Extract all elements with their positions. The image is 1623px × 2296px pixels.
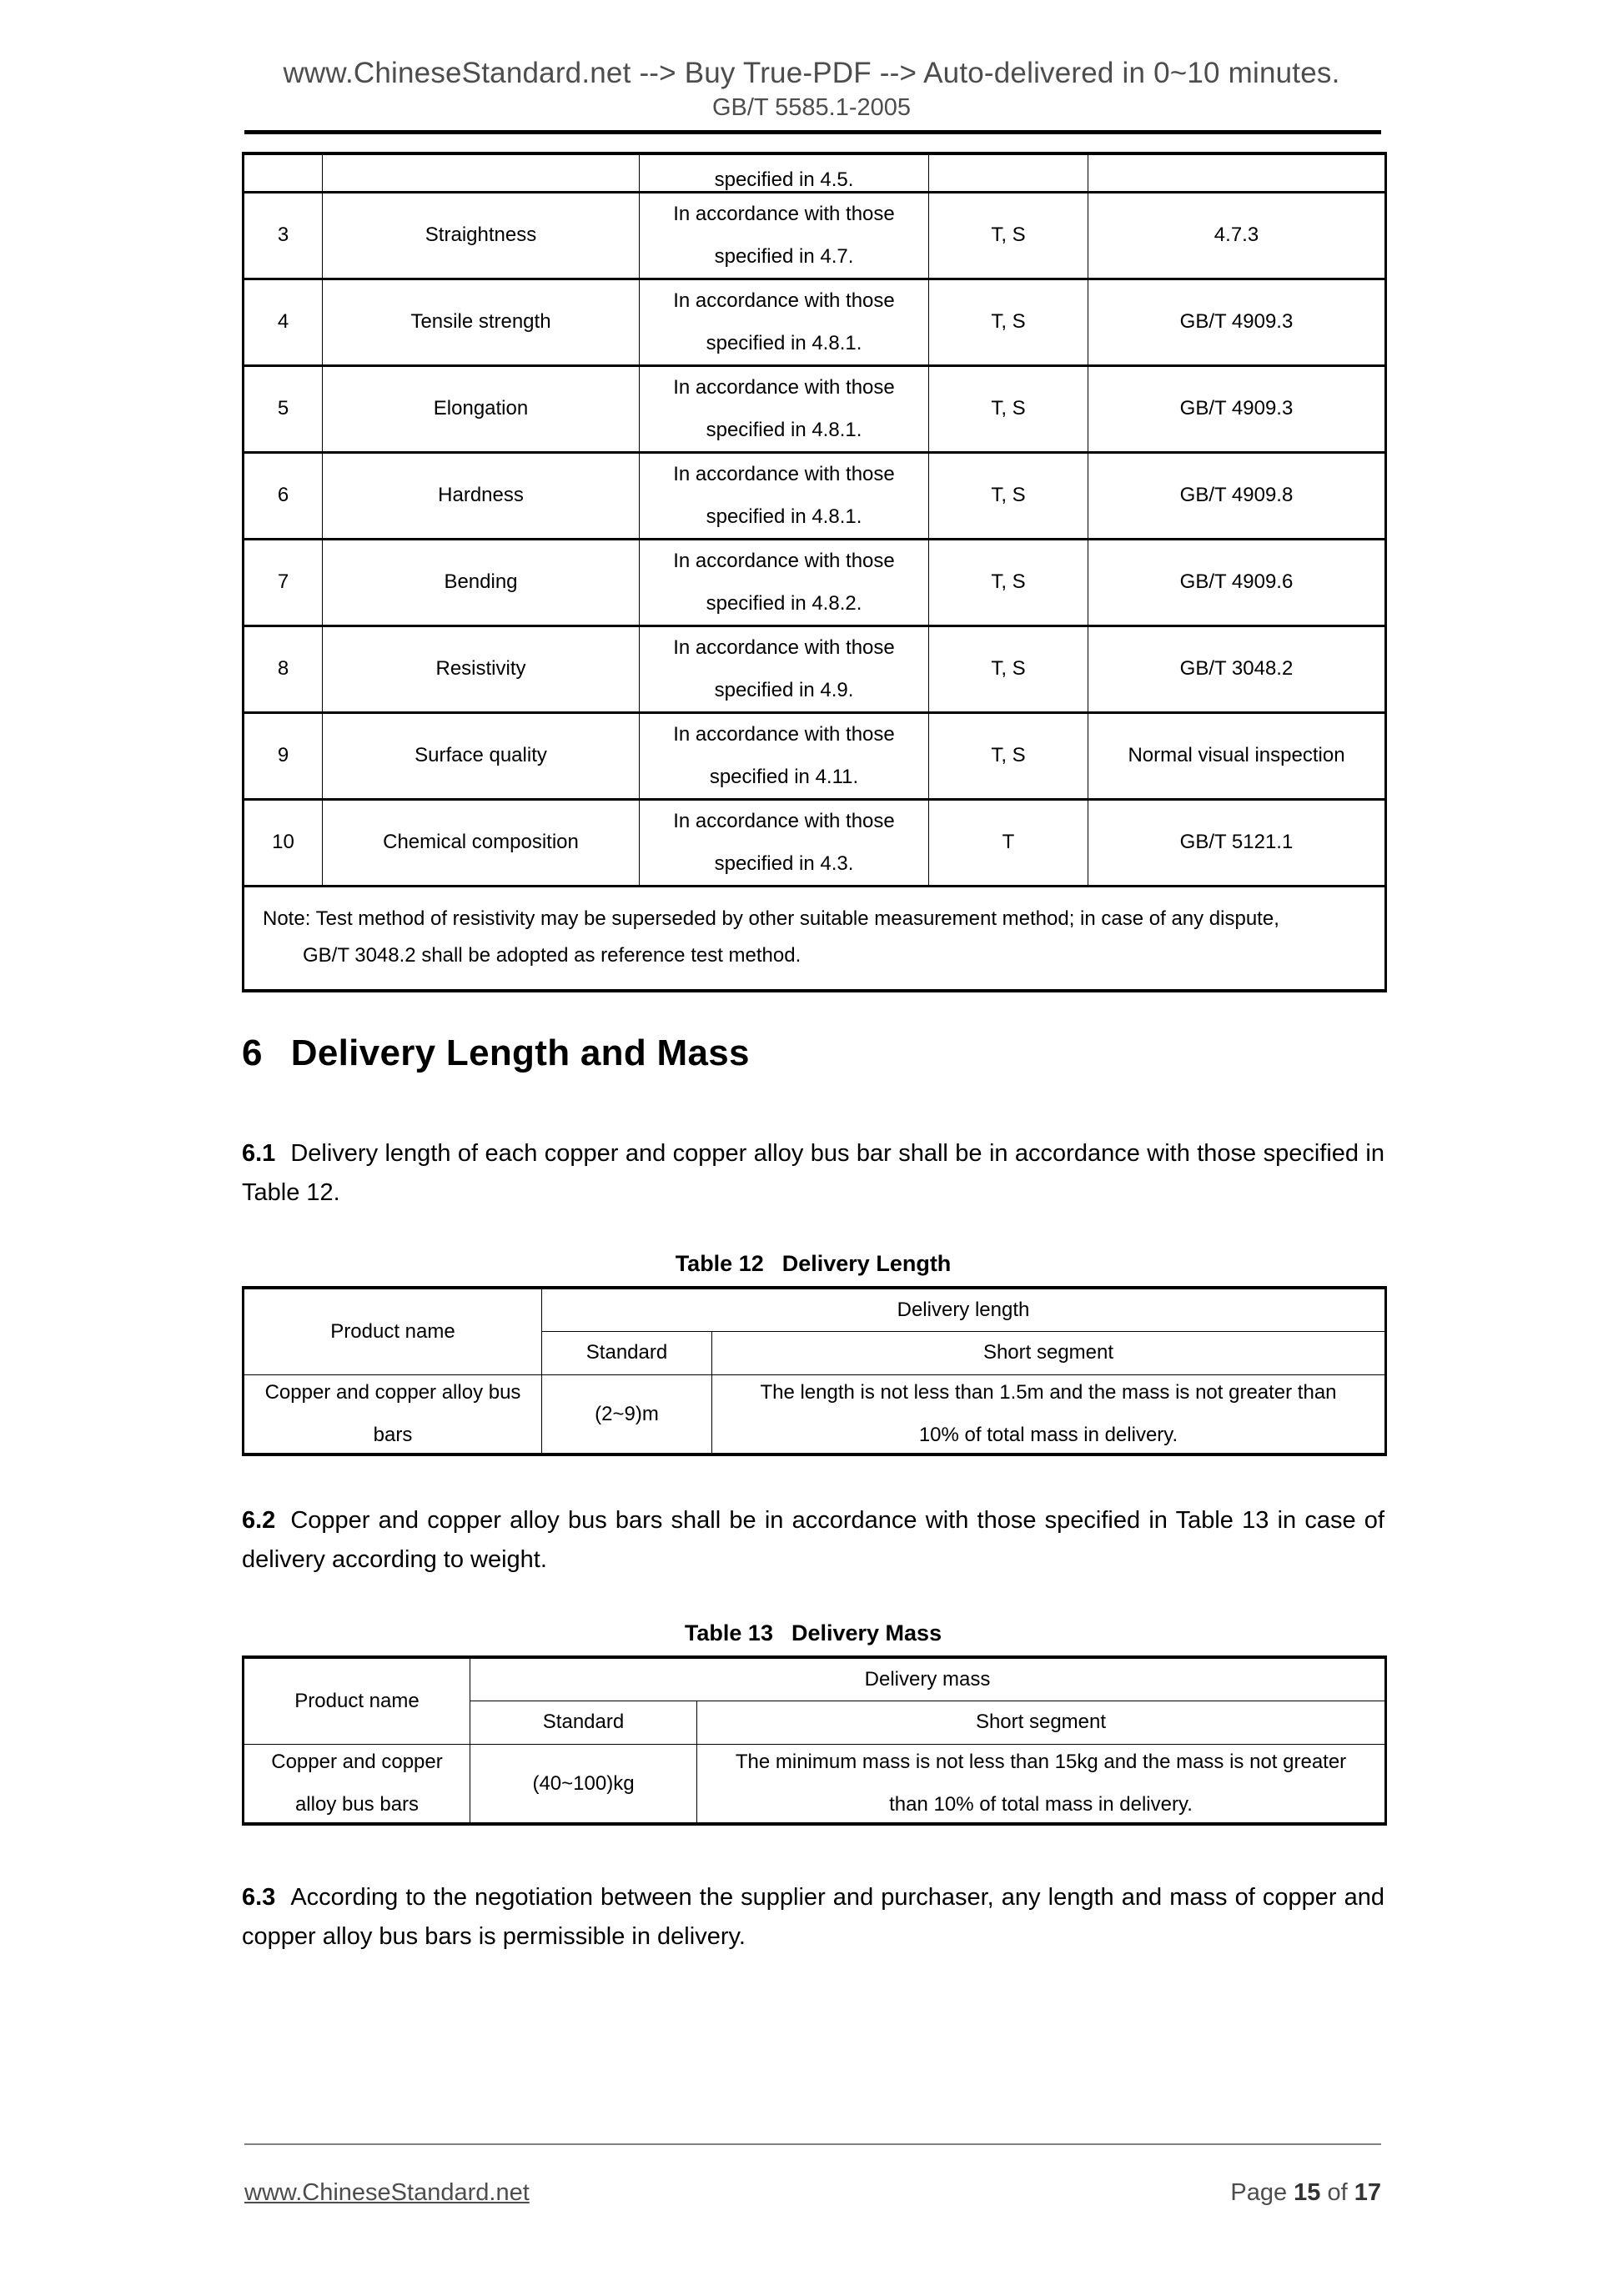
short-segment-line-2: 10% of total mass in delivery. — [918, 1424, 1178, 1447]
requirement-line-1: In accordance with those — [673, 289, 895, 312]
requirement-line-2: specified in 4.11. — [709, 766, 859, 788]
short-segment-line-1: The length is not less than 1.5m and the mass is not greater than — [760, 1381, 1337, 1404]
cell-requirement — [640, 625, 929, 712]
watermark-promo-text: www.ChineseStandard.net --> Buy True-PDF --> Auto-delivered in 0~10 minutes. — [283, 57, 1340, 89]
cell-product-name — [244, 1744, 470, 1824]
cell-no: 3 — [244, 192, 323, 279]
requirement-line-2: specified in 4.3. — [714, 852, 854, 875]
table-row — [244, 539, 1386, 625]
cell-test-method: GB/T 3048.2 — [1088, 625, 1386, 712]
cell-no: 9 — [244, 712, 323, 799]
section-heading — [242, 1032, 750, 1074]
clause-6-3 — [242, 1878, 1384, 1957]
table-12-caption — [242, 1251, 1384, 1277]
clause-text: According to the negotiation between the supplier and purchaser, any length and mass of copper and copper alloy bus bars is permissible in delivery. — [242, 1884, 1384, 1950]
cell-no: 5 — [244, 365, 323, 452]
clause-text: Copper and copper alloy bus bars shall be in accordance with those specified in Table 13 in case of delivery according to weight. — [242, 1507, 1384, 1573]
short-segment-line-2: than 10% of total mass in delivery. — [889, 1793, 1193, 1816]
cell-short-segment — [697, 1744, 1386, 1824]
cell-test-method: GB/T 4909.8 — [1088, 452, 1386, 539]
header-product-name: Product name — [244, 1288, 542, 1374]
table-header-row — [244, 1288, 1386, 1331]
cell-requirement — [640, 192, 929, 279]
cell-type: T, S — [929, 365, 1088, 452]
cell-item: Chemical composition — [323, 799, 640, 886]
page-prefix: Page — [1230, 2179, 1288, 2206]
cell-test-method: GB/T 4909.3 — [1088, 279, 1386, 365]
requirement-line-2: specified in 4.9. — [714, 679, 854, 701]
table-row — [244, 1374, 1386, 1454]
cell-requirement — [640, 365, 929, 452]
table-row — [244, 365, 1386, 452]
header-short-segment: Short segment — [697, 1701, 1386, 1744]
cell-type: T, S — [929, 712, 1088, 799]
header-product-name: Product name — [244, 1657, 470, 1744]
cell-item: Elongation — [323, 365, 640, 452]
cell-no: 8 — [244, 625, 323, 712]
cell-requirement: specified in 4.5. — [640, 153, 929, 192]
cell-item: Straightness — [323, 192, 640, 279]
table-row — [244, 192, 1386, 279]
requirement-line-1: In accordance with those — [673, 375, 895, 399]
cell-test-method: 4.7.3 — [1088, 192, 1386, 279]
product-name-line-1: Copper and copper — [271, 1751, 443, 1774]
cell-test-method: Normal visual inspection — [1088, 712, 1386, 799]
cell-type: T, S — [929, 539, 1088, 625]
standard-code-header: GB/T 5585.1-2005 — [711, 94, 912, 121]
header-short-segment: Short segment — [712, 1331, 1386, 1374]
cell-type: T, S — [929, 452, 1088, 539]
table-13-caption-number: Table 13 — [684, 1620, 773, 1645]
header-group: Delivery mass — [470, 1657, 1386, 1701]
clause-label: 6.2 — [242, 1507, 276, 1534]
clause-label: 6.3 — [242, 1884, 276, 1911]
cell-type: T, S — [929, 625, 1088, 712]
section-title: Delivery Length and Mass — [290, 1032, 750, 1073]
cell-requirement — [640, 799, 929, 886]
table-12-caption-title: Delivery Length — [781, 1251, 952, 1276]
table-12-caption-number: Table 12 — [675, 1251, 764, 1276]
header-standard: Standard — [470, 1701, 697, 1744]
footer-divider-rule — [244, 2143, 1381, 2145]
table-13-caption — [242, 1620, 1384, 1646]
clause-6-2 — [242, 1501, 1384, 1580]
page-current: 15 — [1294, 2179, 1321, 2206]
note-line-2: GB/T 3048.2 shall be adopted as reference test method. — [303, 943, 801, 967]
header-group: Delivery length — [542, 1288, 1386, 1331]
cell-test-method: GB/T 4909.3 — [1088, 365, 1386, 452]
product-name-line-2: bars — [373, 1424, 413, 1447]
header-standard: Standard — [542, 1331, 712, 1374]
table-note-row — [244, 886, 1386, 991]
note-line-1: Note: Test method of resistivity may be superseded by other suitable measurement method; in case of any dispute, — [263, 907, 1279, 930]
cell-product-name — [244, 1374, 542, 1454]
table-row — [244, 625, 1386, 712]
clause-text: Delivery length of each copper and copper alloy bus bar shall be in accordance with those specified in Table 12. — [242, 1140, 1384, 1206]
table-row — [244, 799, 1386, 886]
requirement-line-2: specified in 4.8.1. — [706, 505, 862, 528]
short-segment-line-1: The minimum mass is not less than 15kg and the mass is not greater — [735, 1751, 1347, 1774]
clause-label: 6.1 — [242, 1140, 276, 1167]
requirement-line-1: In accordance with those — [673, 549, 895, 572]
requirement-line-1: In accordance with those — [673, 809, 895, 832]
cell-test-method — [1088, 153, 1386, 192]
cell-item: Resistivity — [323, 625, 640, 712]
cell-standard: (2~9)m — [542, 1374, 712, 1454]
cell-type — [929, 153, 1088, 192]
requirement-line-1: In accordance with those — [673, 202, 895, 225]
cell-type: T, S — [929, 279, 1088, 365]
cell-item: Tensile strength — [323, 279, 640, 365]
cell-short-segment — [712, 1374, 1386, 1454]
requirement-line-2: specified in 4.7. — [714, 245, 854, 268]
table-row — [244, 712, 1386, 799]
cell-no: 7 — [244, 539, 323, 625]
cell-type: T — [929, 799, 1088, 886]
cell-item: Bending — [323, 539, 640, 625]
table-13-caption-title: Delivery Mass — [791, 1620, 942, 1645]
requirement-line-1: In accordance with those — [673, 722, 895, 746]
cell-test-method: GB/T 4909.6 — [1088, 539, 1386, 625]
table-13-delivery-mass — [242, 1655, 1387, 1826]
footer-site-link[interactable]: www.ChineseStandard.net — [244, 2179, 530, 2206]
cell-item: Surface quality — [323, 712, 640, 799]
page-middle: of — [1327, 2179, 1348, 2206]
requirement-line-2: specified in 4.8.2. — [706, 592, 862, 615]
section-number: 6 — [242, 1032, 263, 1073]
cell-test-method: GB/T 5121.1 — [1088, 799, 1386, 886]
product-name-line-2: alloy bus bars — [294, 1793, 420, 1816]
footer-page-number — [1230, 2179, 1381, 2207]
cell-item: Hardness — [323, 452, 640, 539]
requirement-line-2: specified in 4.8.1. — [706, 332, 862, 354]
cell-standard: (40~100)kg — [470, 1744, 697, 1824]
cell-type: T, S — [929, 192, 1088, 279]
requirement-line-1: In accordance with those — [673, 636, 895, 659]
product-name-line-1: Copper and copper alloy bus — [264, 1381, 521, 1404]
table-note — [244, 886, 1386, 991]
requirement-line-1: In accordance with those — [673, 462, 895, 485]
cell-no: 4 — [244, 279, 323, 365]
clause-6-1 — [242, 1134, 1384, 1213]
cell-requirement — [640, 279, 929, 365]
cell-requirement — [640, 539, 929, 625]
table-row — [244, 452, 1386, 539]
cell-item — [323, 153, 640, 192]
table-row — [244, 1744, 1386, 1824]
requirement-line-2: specified in 4.8.1. — [706, 419, 862, 441]
inspection-items-table — [242, 152, 1387, 992]
cell-requirement — [640, 712, 929, 799]
table-row — [244, 279, 1386, 365]
table-row-partial — [244, 153, 1386, 192]
table-12-delivery-length — [242, 1286, 1387, 1456]
cell-no: 6 — [244, 452, 323, 539]
table-header-row — [244, 1657, 1386, 1701]
cell-no — [244, 153, 323, 192]
cell-requirement — [640, 452, 929, 539]
header-divider-rule — [244, 130, 1381, 134]
page-total: 17 — [1354, 2179, 1381, 2206]
cell-no: 10 — [244, 799, 323, 886]
